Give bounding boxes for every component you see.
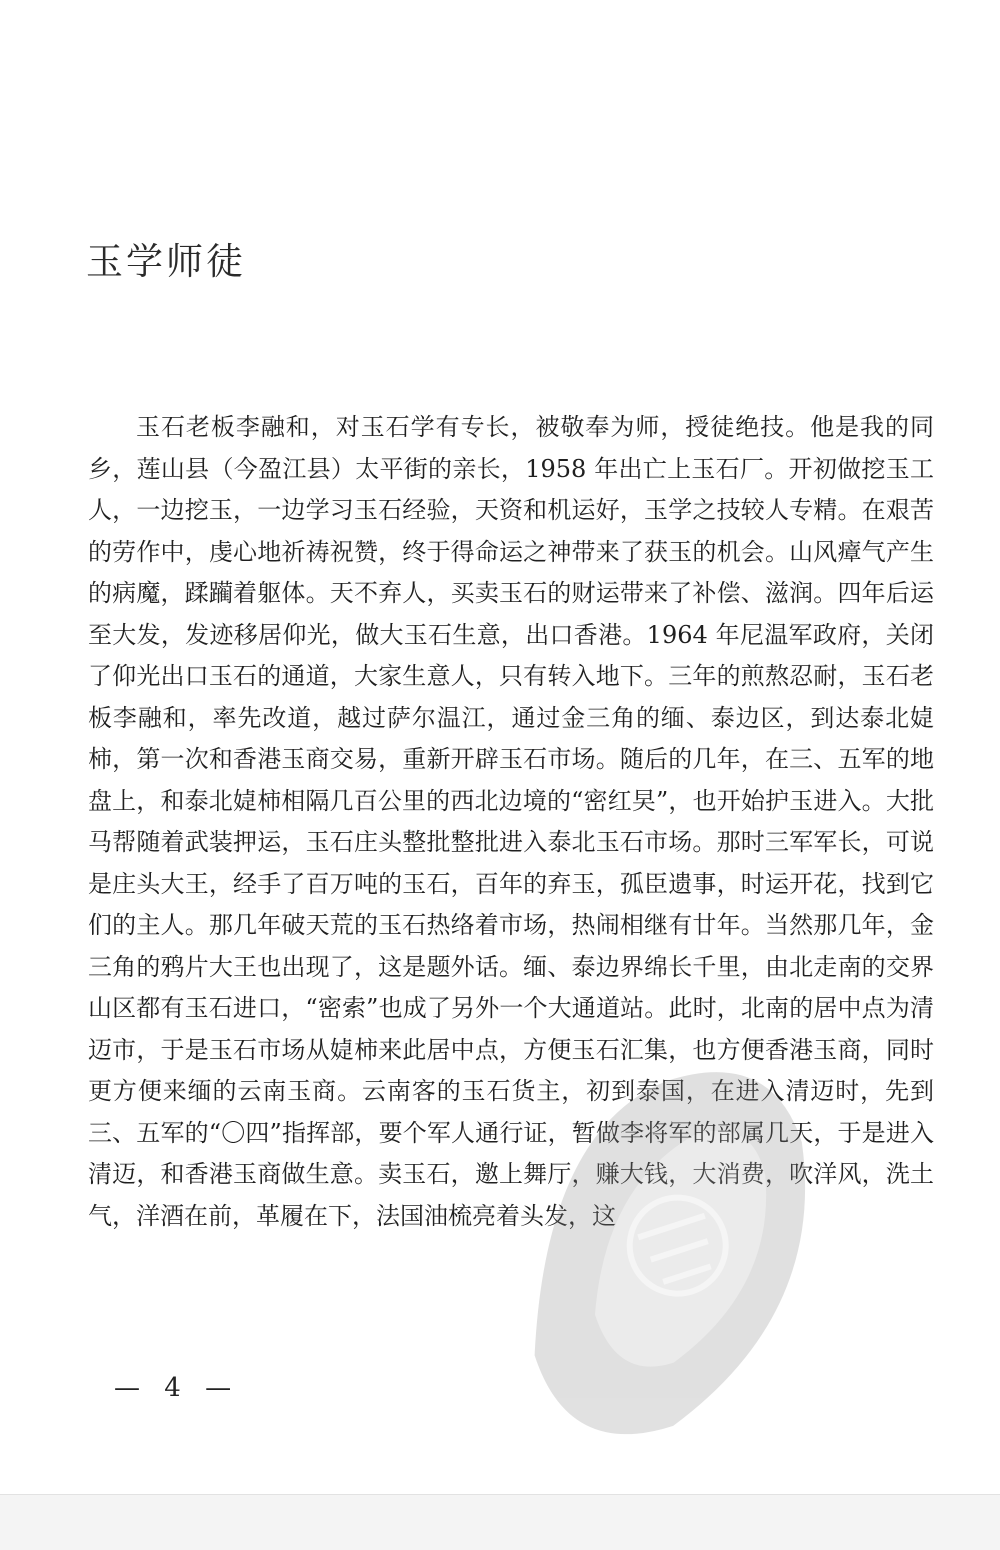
chapter-title: 玉学师徒 <box>86 240 246 283</box>
page-number: — 4 — <box>114 1373 240 1403</box>
body-paragraph: 玉石老板李融和，对玉石学有专长，被敬奉为师，授徒绝技。他是我的同乡，莲山县（今盈江县）太平街的亲长，1958 年出亡上玉石厂。开初做挖玉工人，一边挖玉，一边学习玉石经验，天资和机运好，玉学之技较人专精。在艰苦的劳作中，虔心地祈祷祝赞，终于得命运之神带来了获玉的机会。山风瘴气产生的病魔，蹂躏着躯体。天不弃人，买卖玉石的财运带来了补偿、滋润。四年后运至大发，发迹移居仰光，做大玉石生意，出口香港。1964 年尼温军政府，关闭了仰光出口玉石的通道，大家生意人，只有转入地下。三年的煎熬忍耐，玉石老板李融和，率先改道，越过萨尔温江，通过金三角的缅、泰边区，到达泰北媫柿，第一次和香港玉商交易，重新开辟玉石市场。随后的几年，在三、五军的地盘上，和泰北媫柿相隔几百公里的西北边境的“密红旲”，也开始护玉进入。大批马帮随着武装押运，玉石庄头整批整批进入泰北玉石市场。那时三军军长，可说是庄头大王，经手了百万吨的玉石，百年的弃玉，孤臣遗事，时运开花，找到它们的主人。那几年破天荒的玉石热络着市场，热闹相继有廿年。当然那几年，金三角的鸦片大王也出现了，这是题外话。缅、泰边界绵长千里，由北走南的交界山区都有玉石进口，“密索”也成了另外一个大通道站。此时，北南的居中点为清迈市，于是玉石市场从媫柿来此居中点，方便玉石汇集，也方便香港玉商，同时更方便来缅的云南玉商。云南客的玉石货主，初到泰国，在进入清迈时，先到三、五军的“〇四”指挥部，要个军人通行证，暂做李将军的部属几天，于是进入清迈，和香港玉商做生意。卖玉石，邀上舞厅，赚大钱，大消费，吹洋风，洗土气，洋酒在前，革履在下，法国油梳亮着头发，这 <box>88 413 934 1230</box>
page-bottom-margin <box>0 1494 1000 1550</box>
